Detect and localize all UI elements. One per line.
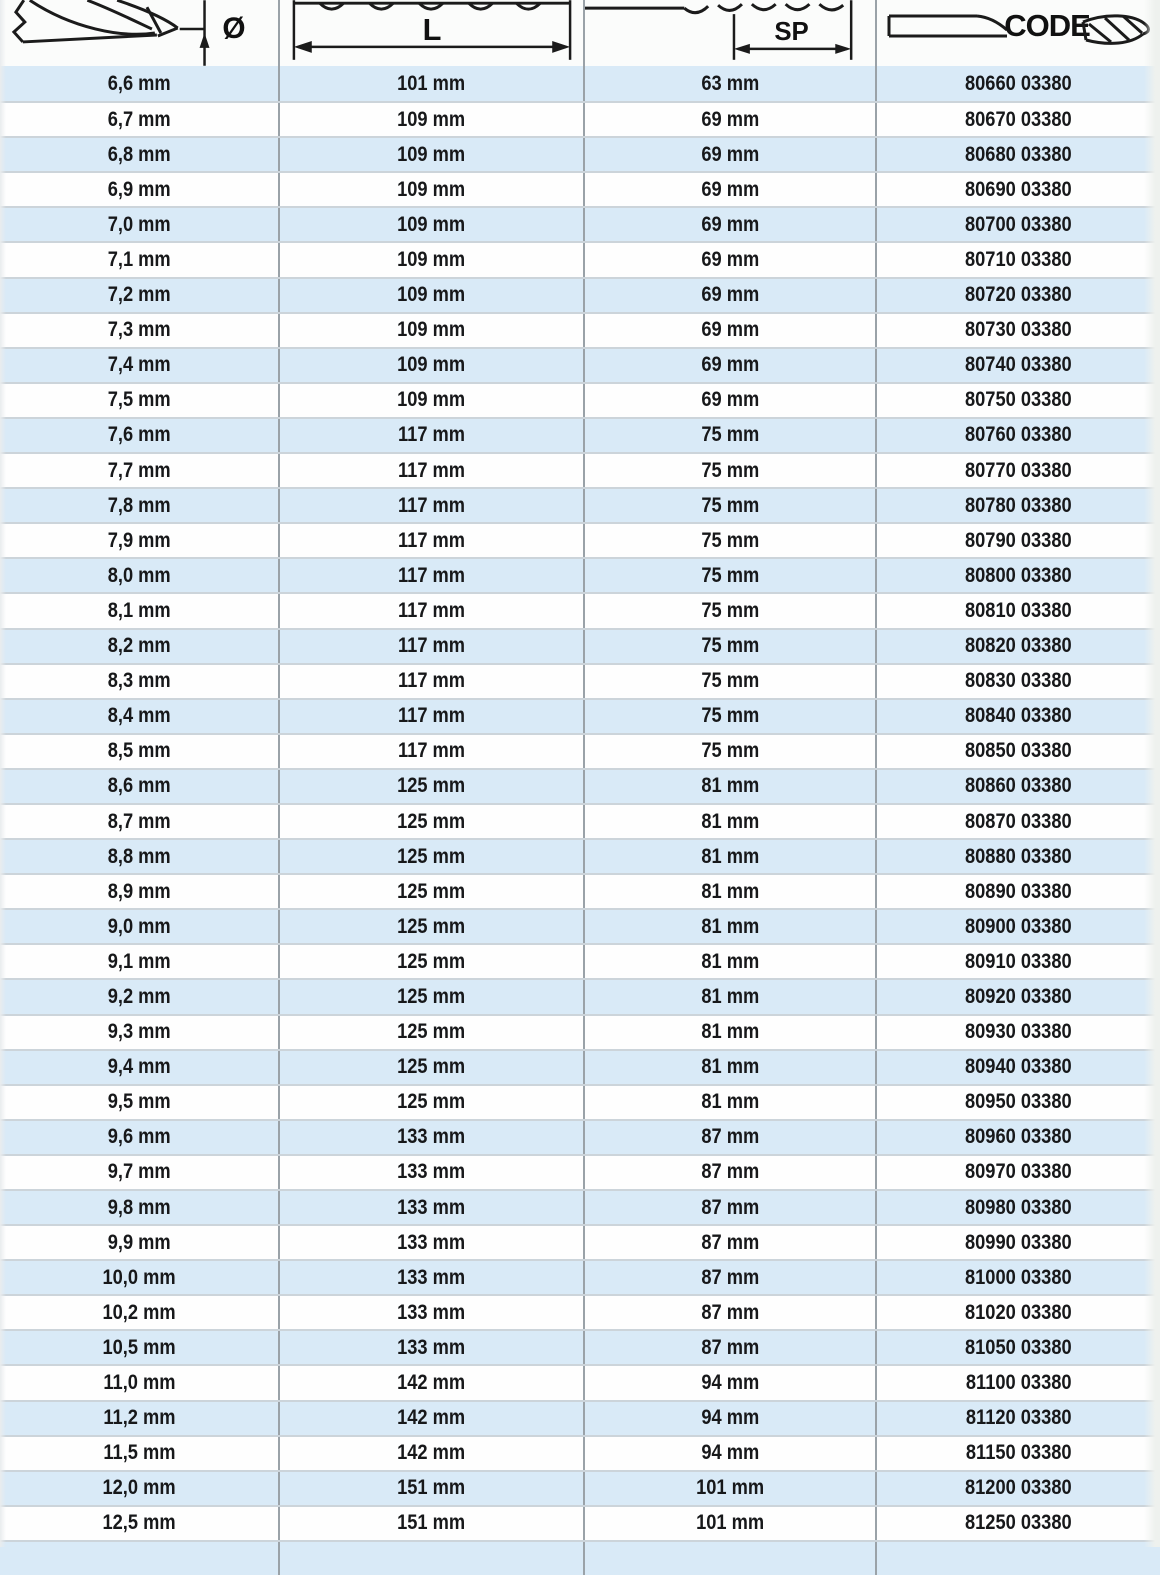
cell-code: 80990 03380: [965, 1230, 1072, 1254]
cell-spiral: 69 mm: [585, 138, 877, 171]
cell-diameter: 9,0 mm: [0, 910, 280, 943]
cell-length: 142 mm: [280, 1366, 585, 1399]
cell-code: 81200 03380: [965, 1476, 1072, 1500]
cell-spiral: 81 mm: [585, 945, 877, 978]
cell-code: 81150 03380: [965, 1441, 1072, 1465]
cell-spiral: 81 mm: [585, 1086, 877, 1119]
table-row: [0, 1259, 1160, 1294]
table-row: [0, 978, 1160, 1013]
cell-diameter: 12,5 mm: [0, 1507, 280, 1540]
table-row: [0, 206, 1160, 241]
cell-spiral: 81 mm: [585, 1016, 877, 1049]
table-row: [0, 592, 1160, 627]
cell-length: 133 mm: [280, 1226, 585, 1259]
table-row: [0, 768, 1160, 803]
cell-spiral: 75 mm: [585, 454, 877, 487]
cell-code: 80760 03380: [965, 423, 1072, 447]
table-row: [0, 628, 1160, 663]
cell-diameter: 7,0 mm: [0, 208, 280, 241]
header-spiral-label: SP: [774, 17, 809, 46]
table-row: [0, 1294, 1160, 1329]
cell-spiral: 81 mm: [585, 910, 877, 943]
cell-diameter: 10,2 mm: [0, 1296, 280, 1329]
header-length-label: L: [422, 11, 442, 47]
cell-code: 80730 03380: [965, 318, 1072, 342]
cell-length: 109 mm: [280, 314, 585, 347]
cell-length: 125 mm: [280, 945, 585, 978]
table-row: [0, 1329, 1160, 1364]
table-row: [0, 663, 1160, 698]
cell-spiral: 75 mm: [585, 594, 877, 627]
cell-spiral: 75 mm: [585, 559, 877, 592]
table-row: [0, 452, 1160, 487]
cell-length: 109 mm: [280, 138, 585, 171]
header-spiral: [585, 0, 877, 66]
cell-diameter: 6,7 mm: [0, 103, 280, 136]
cell-length: 109 mm: [280, 173, 585, 206]
cell-length: 117 mm: [280, 524, 585, 557]
cell-diameter: 7,2 mm: [0, 279, 280, 312]
cell-spiral: 87 mm: [585, 1331, 877, 1364]
cell-diameter: 10,0 mm: [0, 1261, 280, 1294]
cell-spiral: 87 mm: [585, 1261, 877, 1294]
table-row: [0, 171, 1160, 206]
drill-spiral-length-icon: [585, 0, 875, 66]
cell-length: 117 mm: [280, 594, 585, 627]
cell-diameter: 7,1 mm: [0, 243, 280, 276]
cell-length: 125 mm: [280, 840, 585, 873]
header-code: [877, 0, 1160, 66]
cell-code: 80830 03380: [965, 669, 1072, 693]
table-row-partial: [0, 1540, 1160, 1575]
cell-spiral: 69 mm: [585, 103, 877, 136]
cell-diameter: 8,7 mm: [0, 805, 280, 838]
cell-code: 80770 03380: [965, 458, 1072, 482]
cell-code: 80940 03380: [965, 1055, 1072, 1079]
cell-length: 117 mm: [280, 489, 585, 522]
cell-diameter: 8,4 mm: [0, 700, 280, 733]
cell-spiral: 69 mm: [585, 208, 877, 241]
cell-length: 142 mm: [280, 1402, 585, 1435]
cell-diameter: 8,0 mm: [0, 559, 280, 592]
cell-diameter: 9,5 mm: [0, 1086, 280, 1119]
cell-code: 80960 03380: [965, 1125, 1072, 1149]
drill-code-icon: [877, 0, 1160, 66]
cell-code: 80910 03380: [965, 949, 1072, 973]
drill-tip-diameter-icon: [0, 0, 278, 66]
cell-diameter: 9,3 mm: [0, 1016, 280, 1049]
cell-code: 81120 03380: [965, 1406, 1072, 1430]
cell-code: 81250 03380: [965, 1511, 1072, 1535]
cell-diameter: 8,3 mm: [0, 665, 280, 698]
cell-diameter: 8,8 mm: [0, 840, 280, 873]
cell-spiral: 69 mm: [585, 243, 877, 276]
table-row: [0, 1189, 1160, 1224]
cell-length: 125 mm: [280, 1051, 585, 1084]
cell-diameter: 11,2 mm: [0, 1402, 280, 1435]
cell-code: 81000 03380: [965, 1265, 1072, 1289]
cell-diameter: 8,1 mm: [0, 594, 280, 627]
cell-length: 117 mm: [280, 419, 585, 452]
cell-spiral: 81 mm: [585, 1051, 877, 1084]
cell-code: 80980 03380: [965, 1195, 1072, 1219]
cell-length: 101 mm: [280, 66, 585, 101]
cell-length: 109 mm: [280, 208, 585, 241]
cell-spiral: 81 mm: [585, 805, 877, 838]
cell-spiral: 69 mm: [585, 279, 877, 312]
cell-length: 125 mm: [280, 805, 585, 838]
cell-code: 80790 03380: [965, 528, 1072, 552]
table-row: [0, 1400, 1160, 1435]
cell-spiral: 87 mm: [585, 1121, 877, 1154]
cell-length: 151 mm: [280, 1472, 585, 1505]
cell-diameter: 9,7 mm: [0, 1156, 280, 1189]
cell-code: 81050 03380: [965, 1335, 1072, 1359]
cell-spiral: 94 mm: [585, 1437, 877, 1470]
table-row: [0, 1084, 1160, 1119]
header-length: [280, 0, 585, 66]
cell-spiral: 69 mm: [585, 384, 877, 417]
cell-length: 133 mm: [280, 1261, 585, 1294]
cell-diameter: 7,8 mm: [0, 489, 280, 522]
table-row: [0, 136, 1160, 171]
cell-spiral: 81 mm: [585, 770, 877, 803]
cell-diameter: 8,2 mm: [0, 630, 280, 663]
table-row: [0, 382, 1160, 417]
cell-length: 133 mm: [280, 1156, 585, 1189]
table-row: [0, 1435, 1160, 1470]
cell-diameter: 9,9 mm: [0, 1226, 280, 1259]
cell-spiral: 87 mm: [585, 1191, 877, 1224]
table-row: [0, 101, 1160, 136]
cell-length: 125 mm: [280, 910, 585, 943]
cell-length: 117 mm: [280, 559, 585, 592]
cell-diameter: 7,3 mm: [0, 314, 280, 347]
cell-length: 117 mm: [280, 665, 585, 698]
cell-length: 109 mm: [280, 384, 585, 417]
cell-code: 80670 03380: [965, 107, 1072, 131]
cell-spiral: 81 mm: [585, 980, 877, 1013]
cell-length: 117 mm: [280, 735, 585, 768]
cell-diameter: 11,5 mm: [0, 1437, 280, 1470]
cell-spiral: 69 mm: [585, 173, 877, 206]
cell-spiral: 81 mm: [585, 840, 877, 873]
cell-code: 80780 03380: [965, 493, 1072, 517]
cell-length: 109 mm: [280, 243, 585, 276]
cell-code: 80970 03380: [965, 1160, 1072, 1184]
cell-length: 117 mm: [280, 700, 585, 733]
table-row: [0, 943, 1160, 978]
cell-length: 133 mm: [280, 1331, 585, 1364]
cell-length: 125 mm: [280, 875, 585, 908]
spec-table-body: [0, 66, 1160, 1575]
cell-diameter: 6,6 mm: [0, 66, 280, 101]
table-row: [0, 522, 1160, 557]
table-row: [0, 1224, 1160, 1259]
cell-length: 125 mm: [280, 980, 585, 1013]
cell-code: 80850 03380: [965, 739, 1072, 763]
cell-spiral: 75 mm: [585, 630, 877, 663]
cell-length: 151 mm: [280, 1507, 585, 1540]
table-row: [0, 1154, 1160, 1189]
cell-length: 125 mm: [280, 1016, 585, 1049]
cell-spiral: 87 mm: [585, 1226, 877, 1259]
cell-length: 125 mm: [280, 770, 585, 803]
cell-code: 80860 03380: [965, 774, 1072, 798]
cell-length: 117 mm: [280, 454, 585, 487]
cell-diameter: 7,7 mm: [0, 454, 280, 487]
cell-length: 125 mm: [280, 1086, 585, 1119]
cell-code: 80820 03380: [965, 634, 1072, 658]
cell-spiral: 87 mm: [585, 1156, 877, 1189]
cell-code: 80680 03380: [965, 142, 1072, 166]
cell-diameter: 9,1 mm: [0, 945, 280, 978]
table-row: [0, 698, 1160, 733]
table-row: [0, 487, 1160, 522]
cell-diameter: 8,9 mm: [0, 875, 280, 908]
table-row: [0, 66, 1160, 101]
cell-diameter: 9,8 mm: [0, 1191, 280, 1224]
cell-spiral: 75 mm: [585, 665, 877, 698]
header-diameter-label: Ø: [222, 11, 246, 45]
cell-code: 80800 03380: [965, 563, 1072, 587]
cell-code: 80750 03380: [965, 388, 1072, 412]
cell-code: 80740 03380: [965, 353, 1072, 377]
table-row: [0, 241, 1160, 276]
cell-spiral: 101 mm: [585, 1507, 877, 1540]
table-row: [0, 1014, 1160, 1049]
cell-diameter: 8,6 mm: [0, 770, 280, 803]
table-row: [0, 557, 1160, 592]
table-header: [0, 0, 1160, 66]
table-row: [0, 312, 1160, 347]
cell-spiral: 101 mm: [585, 1472, 877, 1505]
cell-code: 80890 03380: [965, 879, 1072, 903]
cell-length: 133 mm: [280, 1191, 585, 1224]
cell-length: 117 mm: [280, 630, 585, 663]
header-diameter: [0, 0, 280, 66]
cell-diameter: 6,8 mm: [0, 138, 280, 171]
cell-spiral: 75 mm: [585, 419, 877, 452]
cell-length: 109 mm: [280, 349, 585, 382]
cell-code: 81020 03380: [965, 1300, 1072, 1324]
table-row: [0, 803, 1160, 838]
cell-length: 133 mm: [280, 1296, 585, 1329]
cell-spiral: 69 mm: [585, 314, 877, 347]
cell-diameter: 9,4 mm: [0, 1051, 280, 1084]
table-row: [0, 1119, 1160, 1154]
cell-spiral: 75 mm: [585, 735, 877, 768]
cell-diameter: 7,9 mm: [0, 524, 280, 557]
cell-spiral: 87 mm: [585, 1296, 877, 1329]
cell-spiral: 75 mm: [585, 489, 877, 522]
cell-diameter: 9,2 mm: [0, 980, 280, 1013]
cell-code: 80690 03380: [965, 177, 1072, 201]
cell-code: 80870 03380: [965, 809, 1072, 833]
cell-spiral: 63 mm: [585, 66, 877, 101]
cell-code: 80880 03380: [965, 844, 1072, 868]
cell-code: 80900 03380: [965, 914, 1072, 938]
drill-overall-length-icon: [280, 0, 583, 66]
table-row: [0, 1470, 1160, 1505]
cell-spiral: 94 mm: [585, 1366, 877, 1399]
table-row: [0, 1505, 1160, 1540]
cell-length: 142 mm: [280, 1437, 585, 1470]
cell-diameter: 7,6 mm: [0, 419, 280, 452]
table-row: [0, 908, 1160, 943]
cell-diameter: 12,0 mm: [0, 1472, 280, 1505]
cell-spiral: 69 mm: [585, 349, 877, 382]
cell-length: 133 mm: [280, 1121, 585, 1154]
table-row: [0, 277, 1160, 312]
cell-code: 80810 03380: [965, 598, 1072, 622]
cell-spiral: 75 mm: [585, 700, 877, 733]
cell-code: 80660 03380: [965, 71, 1072, 95]
cell-diameter: 6,9 mm: [0, 173, 280, 206]
cell-diameter: 7,5 mm: [0, 384, 280, 417]
table-row: [0, 873, 1160, 908]
cell-code: 80950 03380: [965, 1090, 1072, 1114]
table-row: [0, 838, 1160, 873]
cell-diameter: 8,5 mm: [0, 735, 280, 768]
cell-spiral: 75 mm: [585, 524, 877, 557]
cell-code: 81100 03380: [965, 1371, 1072, 1395]
cell-code: 80720 03380: [965, 283, 1072, 307]
header-code-label: CODE: [1004, 8, 1090, 43]
table-row: [0, 417, 1160, 452]
cell-code: 80710 03380: [965, 248, 1072, 272]
cell-spiral: 94 mm: [585, 1402, 877, 1435]
table-row: [0, 733, 1160, 768]
cell-diameter: 10,5 mm: [0, 1331, 280, 1364]
cell-code: 80920 03380: [965, 984, 1072, 1008]
cell-diameter: 9,6 mm: [0, 1121, 280, 1154]
cell-length: 109 mm: [280, 279, 585, 312]
table-row: [0, 347, 1160, 382]
cell-diameter: 7,4 mm: [0, 349, 280, 382]
table-row: [0, 1364, 1160, 1399]
cell-code: 80840 03380: [965, 704, 1072, 728]
cell-spiral: 81 mm: [585, 875, 877, 908]
cell-length: 109 mm: [280, 103, 585, 136]
cell-code: 80930 03380: [965, 1020, 1072, 1044]
cell-code: 80700 03380: [965, 212, 1072, 236]
cell-diameter: 11,0 mm: [0, 1366, 280, 1399]
table-row: [0, 1049, 1160, 1084]
